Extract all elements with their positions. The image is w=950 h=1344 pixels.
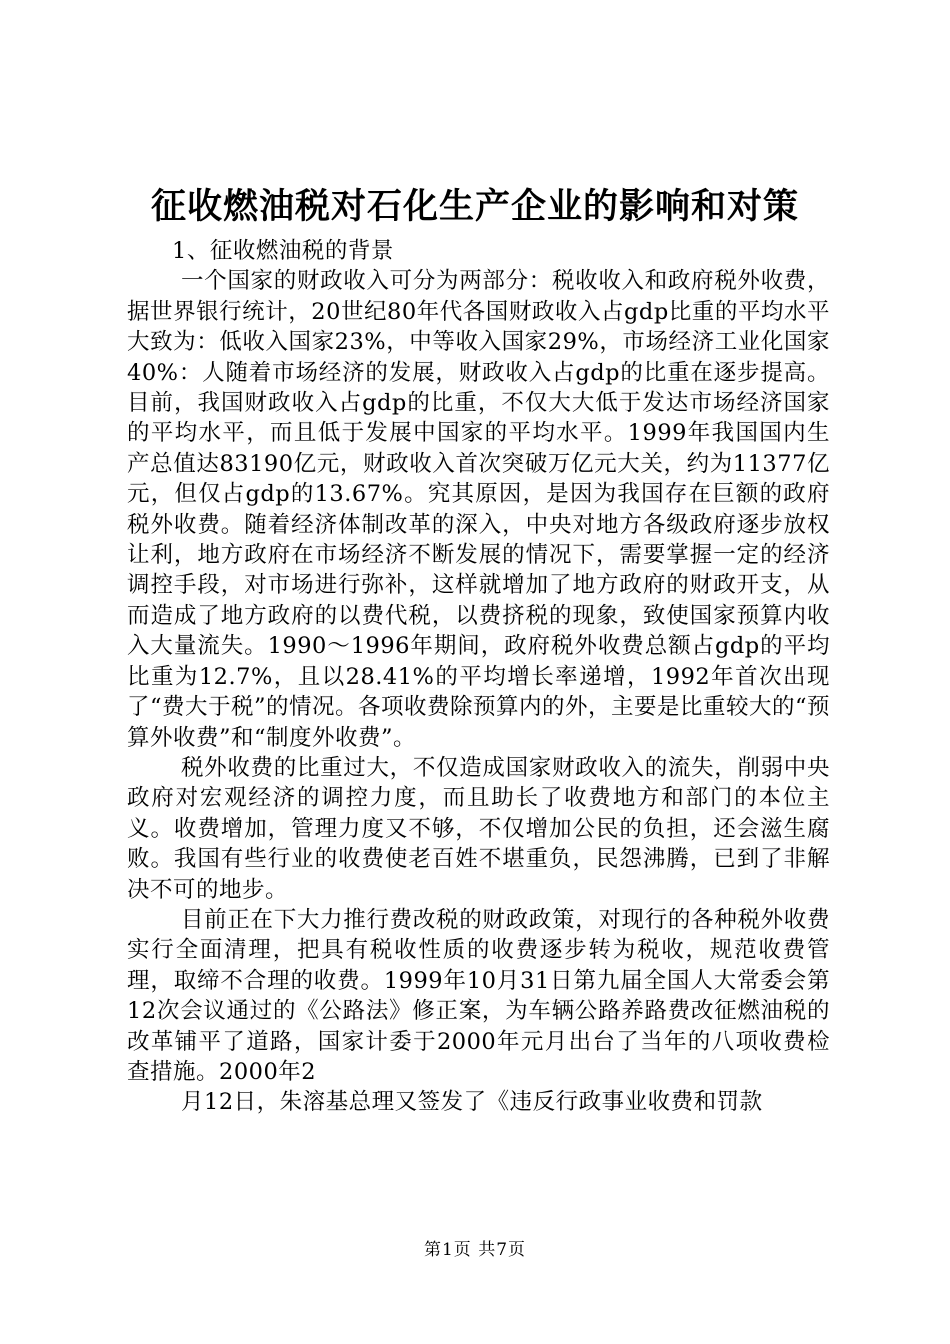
page-number-footer: 第1页 共7页 [423, 1240, 527, 1260]
document-title: 征收燃油税对石化生产企业的影响和对策 [150, 187, 799, 227]
paragraph: 目前正在下大力推行费改税的财政政策，对现行的各种税外收费实行全面清理，把具有税收性质的收费逐步转为税收，规范收费管理，取缔不合理的收费。1999年10月31日第九届全国人大常委会第12次会议通过的《公路法》修正案，为车辆公路养路费改征燃油税的改革铺平了道路，国家计委于2000年元月出台了当年的八项收费检查措施。2000年2 [127, 906, 830, 1085]
section-heading: 1、征收燃油税的背景 [172, 238, 394, 264]
paragraph: 税外收费的比重过大，不仅造成国家财政收入的流失，削弱中央政府对宏观经济的调控力度，而且助长了收费地方和部门的本位主义。收费增加，管理力度又不够，不仅增加公民的负担，还会滋生腐败。我国有些行业的收费使老百姓不堪重负，民怨沸腾，已到了非解决不可的地步。 [127, 754, 830, 903]
paragraph: 月12日，朱溶基总理又签发了《违反行政事业收费和罚款 [181, 1089, 763, 1116]
document-body [127, 236, 830, 1118]
paragraph: 一个国家的财政收入可分为两部分：税收收入和政府税外收费，据世界银行统计，20世纪80年代各国财政收入占gdp比重的平均水平大致为：低收入国家23%，中等收入国家29%，市场经济工业化国家40%：人随着市场经济的发展，财政收入占gdp的比重在逐步提高。目前，我国财政收入占gdp的比重，不仅大大低于发达市场经济国家的平均水平，而且低于发展中国家的平均水平。1999年我国国内生产总值达83190亿元，财政收入首次突破万亿元大关，约为11377亿元，但仅占gdp的13.67%。究其原因，是因为我国存在巨额的政府税外收费。随着经济体制改革的深入，中央对地方各级政府逐步放权让利，地方政府在市场经济不断发展的情况下，需要掌握一定的经济调控手段，对市场进行弥补，这样就增加了地方政府的财政开支，从而造成了地方政府的以费代税，以费挤税的现象，致使国家预算内收入大量流失。1990～1996年期间，政府税外收费总额占gdp的平均比重为12.7%，且以28.41%的平均增长率递增，1992年首次出现了“费大于税”的情况。各项收费除预算内的外，主要是比重较大的“预算外收费”和“制度外收费”。 [127, 268, 831, 751]
